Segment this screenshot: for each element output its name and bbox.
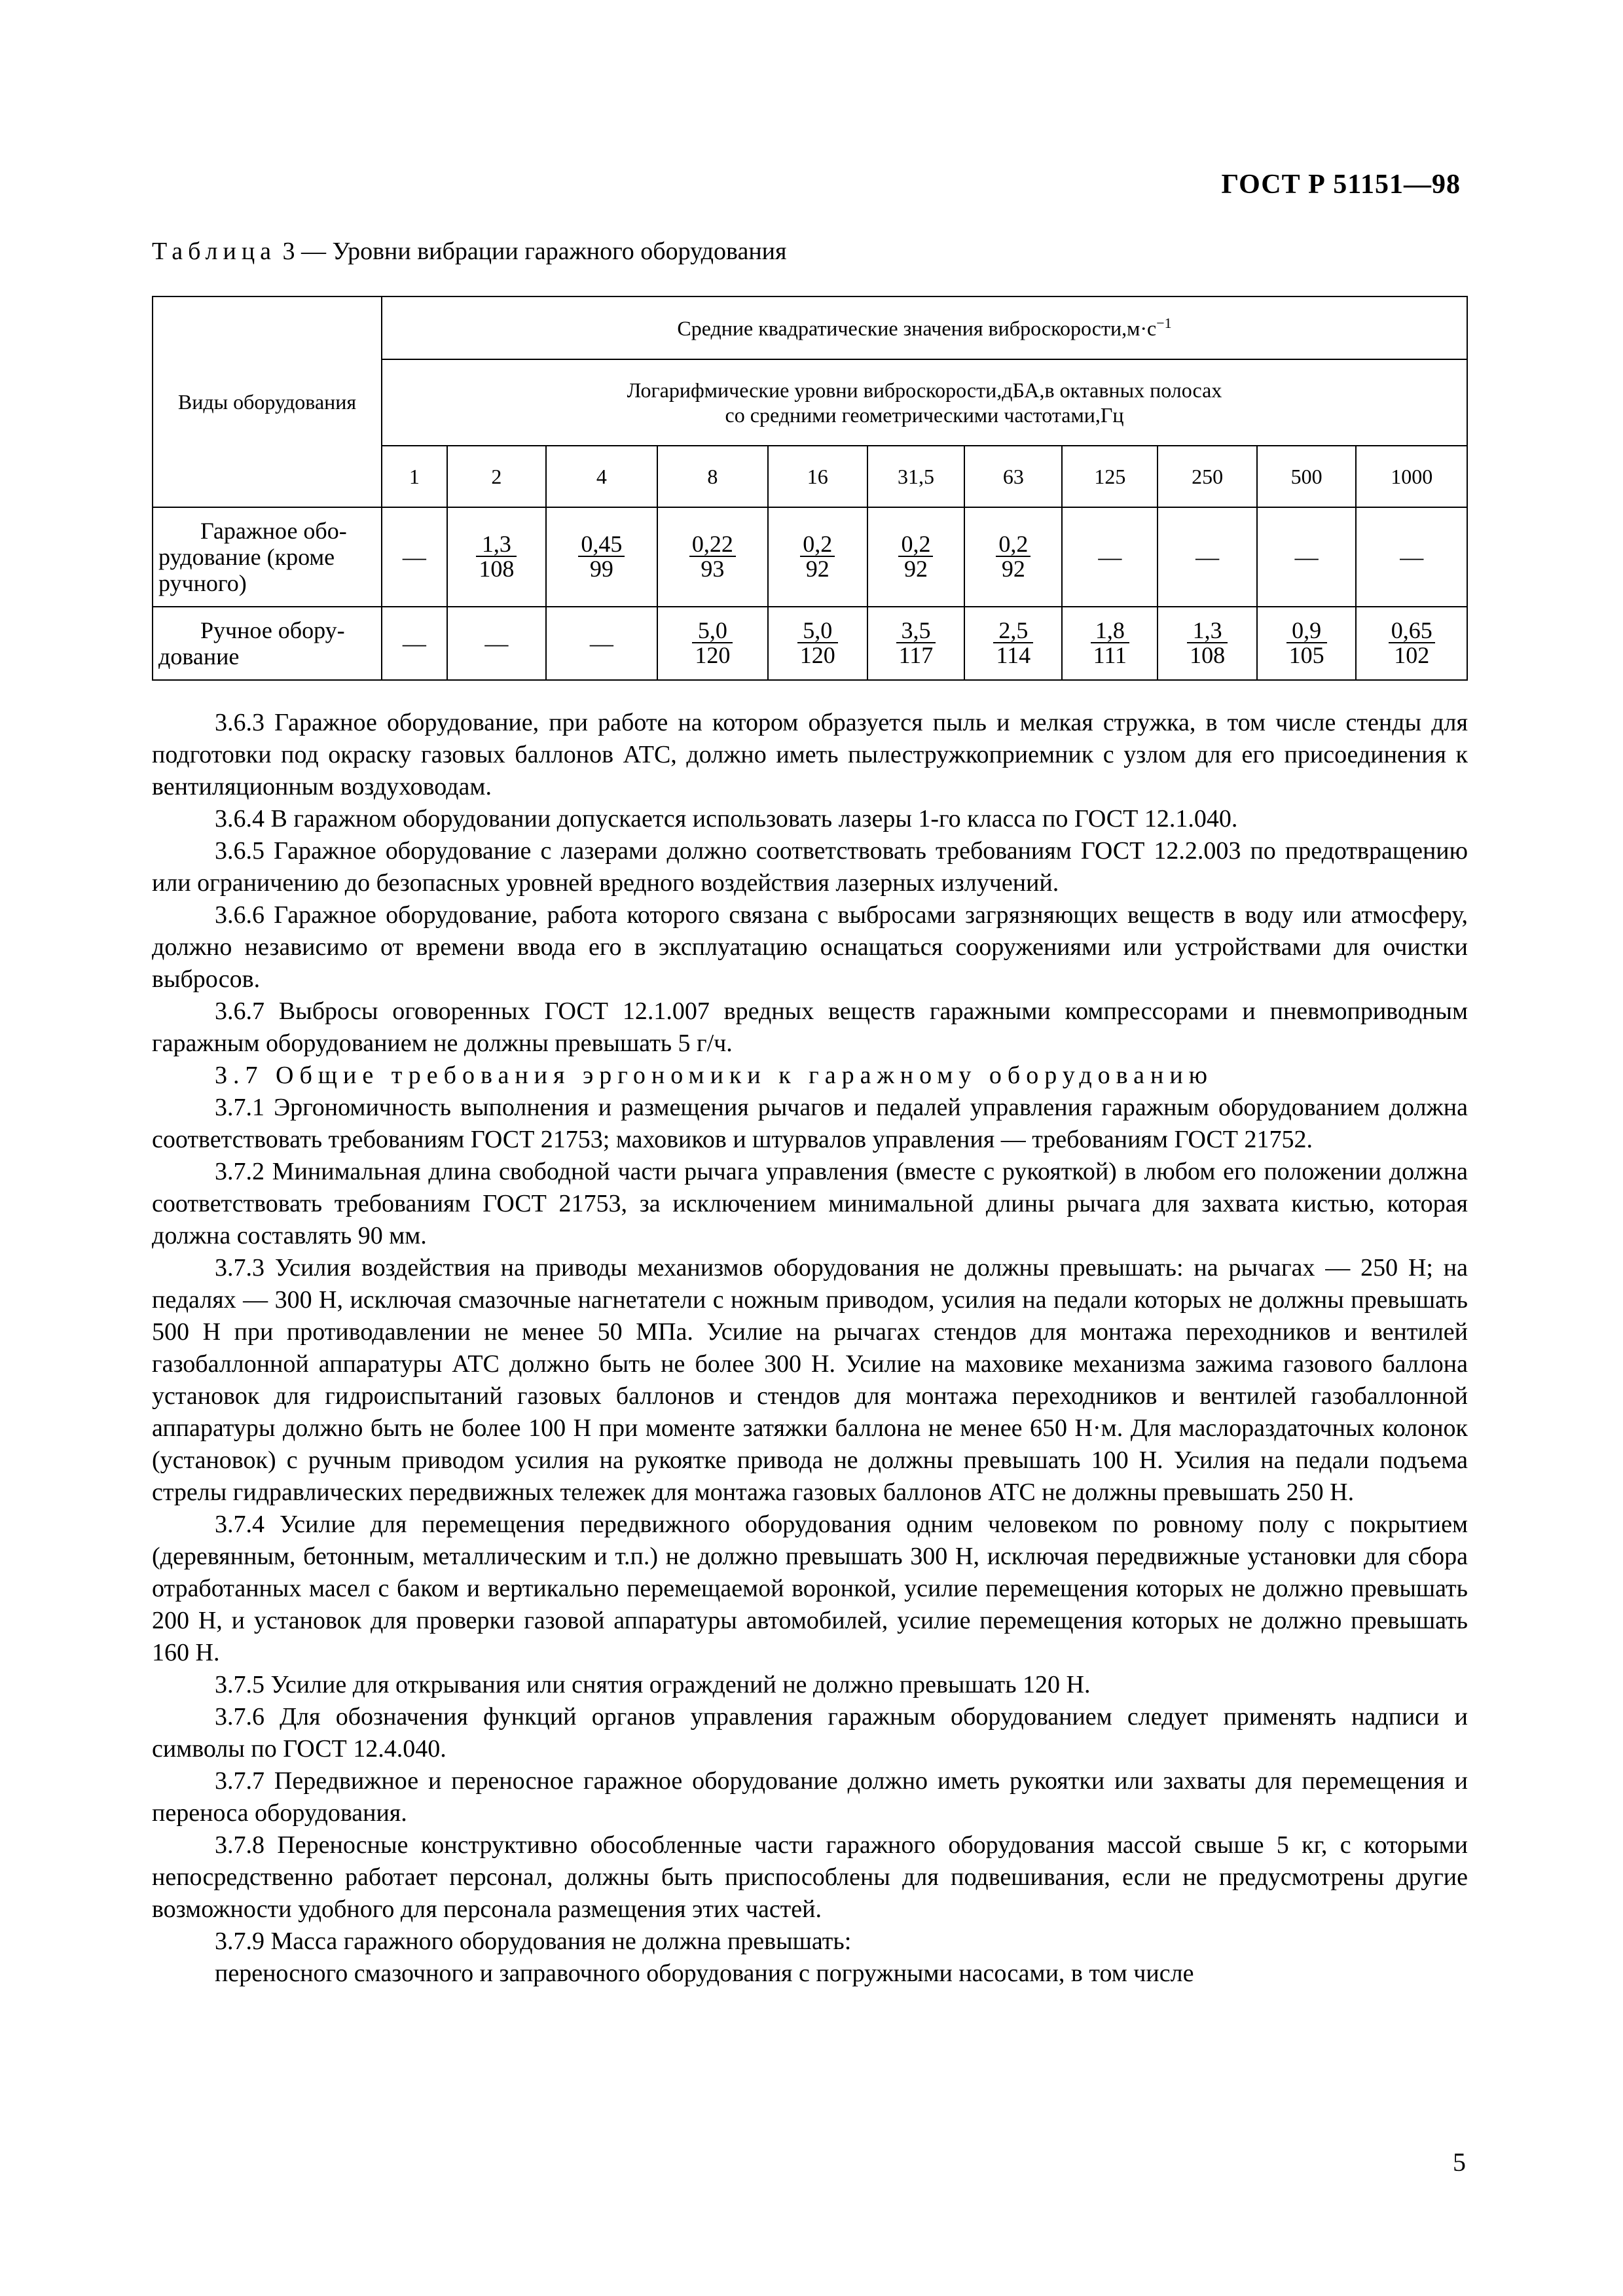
cell-fraction <box>1389 619 1435 667</box>
cell-fraction <box>800 532 835 581</box>
header-log-line-2: со средними геометрическими частотами,Гц <box>725 403 1124 427</box>
cell-dash: — <box>1400 544 1424 570</box>
table-cell <box>964 507 1062 607</box>
paragraph: 3.7.6 Для обозначения функций органов управления гаражным оборудованием следует применять надписи и символы по ГОСТ 12.4.040. <box>152 1703 1468 1763</box>
cell-log-level: 111 <box>1093 642 1127 668</box>
cell-log-level: 92 <box>1001 556 1025 582</box>
paragraph: 3.6.6 Гаражное оборудование, работа которого связана с выбросами загрязняющих веществ в воду или атмосферу, должно независимо от времени ввода его в эксплуатацию оснащаться сооружениями или устройствами для очистки выбросов. <box>152 901 1468 993</box>
cell-log-level: 105 <box>1288 642 1324 668</box>
table-cell <box>768 507 867 607</box>
cell-rms-value: 1,8 <box>1091 619 1129 643</box>
cell-rms-value: 0,45 <box>578 532 625 557</box>
cell-fraction <box>996 532 1030 581</box>
frequency-header: 125 <box>1062 446 1158 507</box>
paragraph: 3.7.7 Передвижное и переносное гаражное оборудование должно иметь рукоятки или захваты для перемещения и переноса оборудования. <box>152 1767 1468 1827</box>
cell-rms-value: 5,0 <box>692 619 733 643</box>
row-kind-line: Ручное обору- <box>200 617 345 643</box>
cell-fraction <box>797 619 838 667</box>
column-header-kind: Виды оборудования <box>153 296 382 507</box>
table-cell <box>657 607 768 680</box>
frequency-header: 1000 <box>1356 446 1467 507</box>
cell-fraction <box>1091 619 1129 667</box>
cell-dash: — <box>1098 544 1122 570</box>
header-log-levels <box>382 359 1467 446</box>
cell-log-level: 117 <box>898 642 934 668</box>
document-code: ГОСТ Р 51151—98 <box>1221 170 1461 200</box>
cell-rms-value: 1,3 <box>1187 619 1228 643</box>
cell-rms-value: 0,65 <box>1389 619 1435 643</box>
table-cell <box>447 507 547 607</box>
paragraph: 3.7.2 Минимальная длина свободной части рычага управления (вместе с рукояткой) в любом его положении должна соответствовать требованиям ГОСТ 21753, за исключением минимальной длины рычага для захвата кистью, которая должна составлять 90 мм. <box>152 1158 1468 1249</box>
paragraph: 3.6.5 Гаражное оборудование с лазерами должно соответствовать требованиям ГОСТ 12.2.003 по предотвращению или ограничению до безопасных уровней вредного воздействия лазерных излучений. <box>152 837 1468 897</box>
paragraph: 3.7.5 Усилие для открывания или снятия ограждений не должно превышать 120 Н. <box>215 1671 1091 1698</box>
cell-log-level: 92 <box>805 556 830 582</box>
cell-fraction <box>993 619 1033 667</box>
table-caption <box>152 237 786 266</box>
row-kind-line: дование <box>158 643 240 670</box>
frequency-header: 4 <box>546 446 657 507</box>
cell-rms-value: 0,2 <box>996 532 1030 557</box>
frequency-header: 500 <box>1257 446 1357 507</box>
header-log-line-1: Логарифмические уровни виброскорости,дБА,в октавных полосах <box>627 378 1222 402</box>
paragraph: 3.7.8 Переносные конструктивно обособленные части гаражного оборудования массой свыше 5 кг, с которыми непосредственно работает персонал, должны быть приспособлены для подвешивания, если не предусмотрены другие возможности удобного для персонала размещения этих частей. <box>152 1831 1468 1923</box>
frequency-header: 2 <box>447 446 547 507</box>
table-cell <box>447 607 547 680</box>
cell-dash: — <box>402 630 426 656</box>
cell-rms-value: 0,2 <box>800 532 835 557</box>
table-caption-word: Таблица <box>152 238 277 265</box>
table-cell <box>867 507 965 607</box>
frequency-header: 8 <box>657 446 768 507</box>
cell-rms-value: 2,5 <box>993 619 1033 643</box>
cell-log-level: 93 <box>701 556 725 582</box>
paragraph: 3.6.4 В гаражном оборудовании допускается использовать лазеры 1-го класса по ГОСТ 12.1.040. <box>215 805 1238 833</box>
paragraph: 3.6.7 Выбросы оговоренных ГОСТ 12.1.007 вредных веществ гаражными компрессорами и пневмоприводным гаражным оборудованием не должны превышать 5 г/ч. <box>152 997 1468 1057</box>
cell-fraction <box>476 532 517 581</box>
cell-fraction <box>898 532 933 581</box>
cell-log-level: 120 <box>799 642 835 668</box>
table-cell <box>546 507 657 607</box>
cell-log-level: 102 <box>1394 642 1430 668</box>
cell-log-level: 114 <box>996 642 1031 668</box>
header-rms-exponent: −1 <box>1156 315 1172 332</box>
cell-log-level: 92 <box>903 556 928 582</box>
table-cell <box>1062 607 1158 680</box>
paragraph: 3.7.3 Усилия воздействия на приводы механизмов оборудования не должны превышать: на рычагах — 250 Н; на педалях — 300 Н, исключая смазочные нагнетатели с ножным приводом, усилия на педали которых не должны превышать 500 Н при противодавлении не менее 50 МПа. Усилие на рычагах стендов для монтажа переходников и вентилей газобаллонной аппаратуры АТС должно быть не более 300 Н. Усилие на маховике механизма зажима газового баллона установок для гидроиспытаний газовых баллонов и стендов для монтажа переходников и вентилей газобаллонной аппаратуры должно быть не более 100 Н при моменте затяжки баллона не менее 650 Н·м. Для маслораздаточных колонок (установок) с ручным приводом усилия на рукоятке привода не должны превышать 100 Н. Усилия на педали подъема стрелы гидравлических передвижных тележек для монтажа газовых баллонов АТС не должны превышать 250 Н. <box>152 1254 1468 1506</box>
cell-rms-value: 1,3 <box>476 532 517 557</box>
frequency-header: 1 <box>382 446 447 507</box>
cell-dash: — <box>484 630 509 656</box>
frequency-header: 250 <box>1158 446 1257 507</box>
table-cell <box>657 507 768 607</box>
body-text <box>152 707 1468 1990</box>
vibration-table <box>152 296 1468 681</box>
table-cell <box>546 607 657 680</box>
paragraph: 3.6.3 Гаражное оборудование, при работе на котором образуется пыль и мелкая стружка, в том числе стенды для подготовки под окраску газовых баллонов АТС, должно иметь пылестружкоприемник с узлом для его присоединения к вентиляционным воздуховодам. <box>152 709 1468 800</box>
paragraph: 3.7.1 Эргономичность выполнения и размещения рычагов и педалей управления гаражным оборудованием должна соответствовать требованиям ГОСТ 21753; маховиков и штурвалов управления — требованиям ГОСТ 21752. <box>152 1094 1468 1153</box>
row-kind-line: ручного) <box>158 570 247 596</box>
cell-log-level: 108 <box>479 556 515 582</box>
cell-dash: — <box>1294 544 1319 570</box>
table-cell <box>1257 607 1357 680</box>
paragraph: 3.7.4 Усилие для перемещения передвижного оборудования одним человеком по ровному полу с покрытием (деревянным, бетонным, металлическим и т.п.) не должно превышать 300 Н, исключая передвижные установки для сбора отработанных масел с баком и вертикально перемещаемой воронкой, усилие перемещения которых не должно превышать 200 Н, и установок для проверки газовой аппаратуры автомобилей, усилие перемещения которых не должно превышать 160 Н. <box>152 1511 1468 1666</box>
cell-rms-value: 0,22 <box>689 532 736 557</box>
row-kind-manual <box>153 607 382 680</box>
paragraph: 3.7 Общие требования эргономики к гаражному оборудованию <box>215 1062 1214 1089</box>
cell-dash: — <box>402 544 426 570</box>
cell-log-level: 99 <box>589 556 613 582</box>
cell-fraction <box>689 532 736 581</box>
cell-rms-value: 5,0 <box>797 619 838 643</box>
table-cell <box>1158 607 1257 680</box>
header-rms-text: Средние квадратические значения виброскорости,м·с <box>677 316 1157 340</box>
frequency-header: 16 <box>768 446 867 507</box>
table-cell <box>382 607 447 680</box>
cell-rms-value: 3,5 <box>896 619 936 643</box>
cell-log-level: 120 <box>695 642 731 668</box>
cell-fraction <box>1187 619 1228 667</box>
cell-rms-value: 0,9 <box>1286 619 1327 643</box>
header-rms <box>382 296 1467 359</box>
cell-rms-value: 0,2 <box>898 532 933 557</box>
row-kind-line: Гаражное обо- <box>200 518 347 544</box>
table-cell <box>1356 507 1467 607</box>
table-cell <box>1158 507 1257 607</box>
cell-dash: — <box>1195 544 1220 570</box>
cell-fraction <box>1286 619 1327 667</box>
table-cell <box>382 507 447 607</box>
row-kind-line: рудование (кроме <box>158 544 335 570</box>
table-cell <box>1257 507 1357 607</box>
cell-fraction <box>692 619 733 667</box>
cell-fraction <box>578 532 625 581</box>
table-caption-title: 3 — Уровни вибрации гаражного оборудования <box>282 238 787 265</box>
table-cell <box>768 607 867 680</box>
table-cell <box>1356 607 1467 680</box>
table-cell <box>964 607 1062 680</box>
table-cell <box>867 607 965 680</box>
paragraph: переносного смазочного и заправочного оборудования с погружными насосами, в том числе <box>215 1960 1194 1987</box>
table-cell <box>1062 507 1158 607</box>
cell-log-level: 108 <box>1190 642 1226 668</box>
cell-fraction <box>896 619 936 667</box>
frequency-header: 31,5 <box>867 446 965 507</box>
row-kind-garage <box>153 507 382 607</box>
frequency-header: 63 <box>964 446 1062 507</box>
cell-dash: — <box>589 630 613 656</box>
paragraph: 3.7.9 Масса гаражного оборудования не должна превышать: <box>215 1928 852 1955</box>
page-number: 5 <box>1453 2147 1466 2177</box>
